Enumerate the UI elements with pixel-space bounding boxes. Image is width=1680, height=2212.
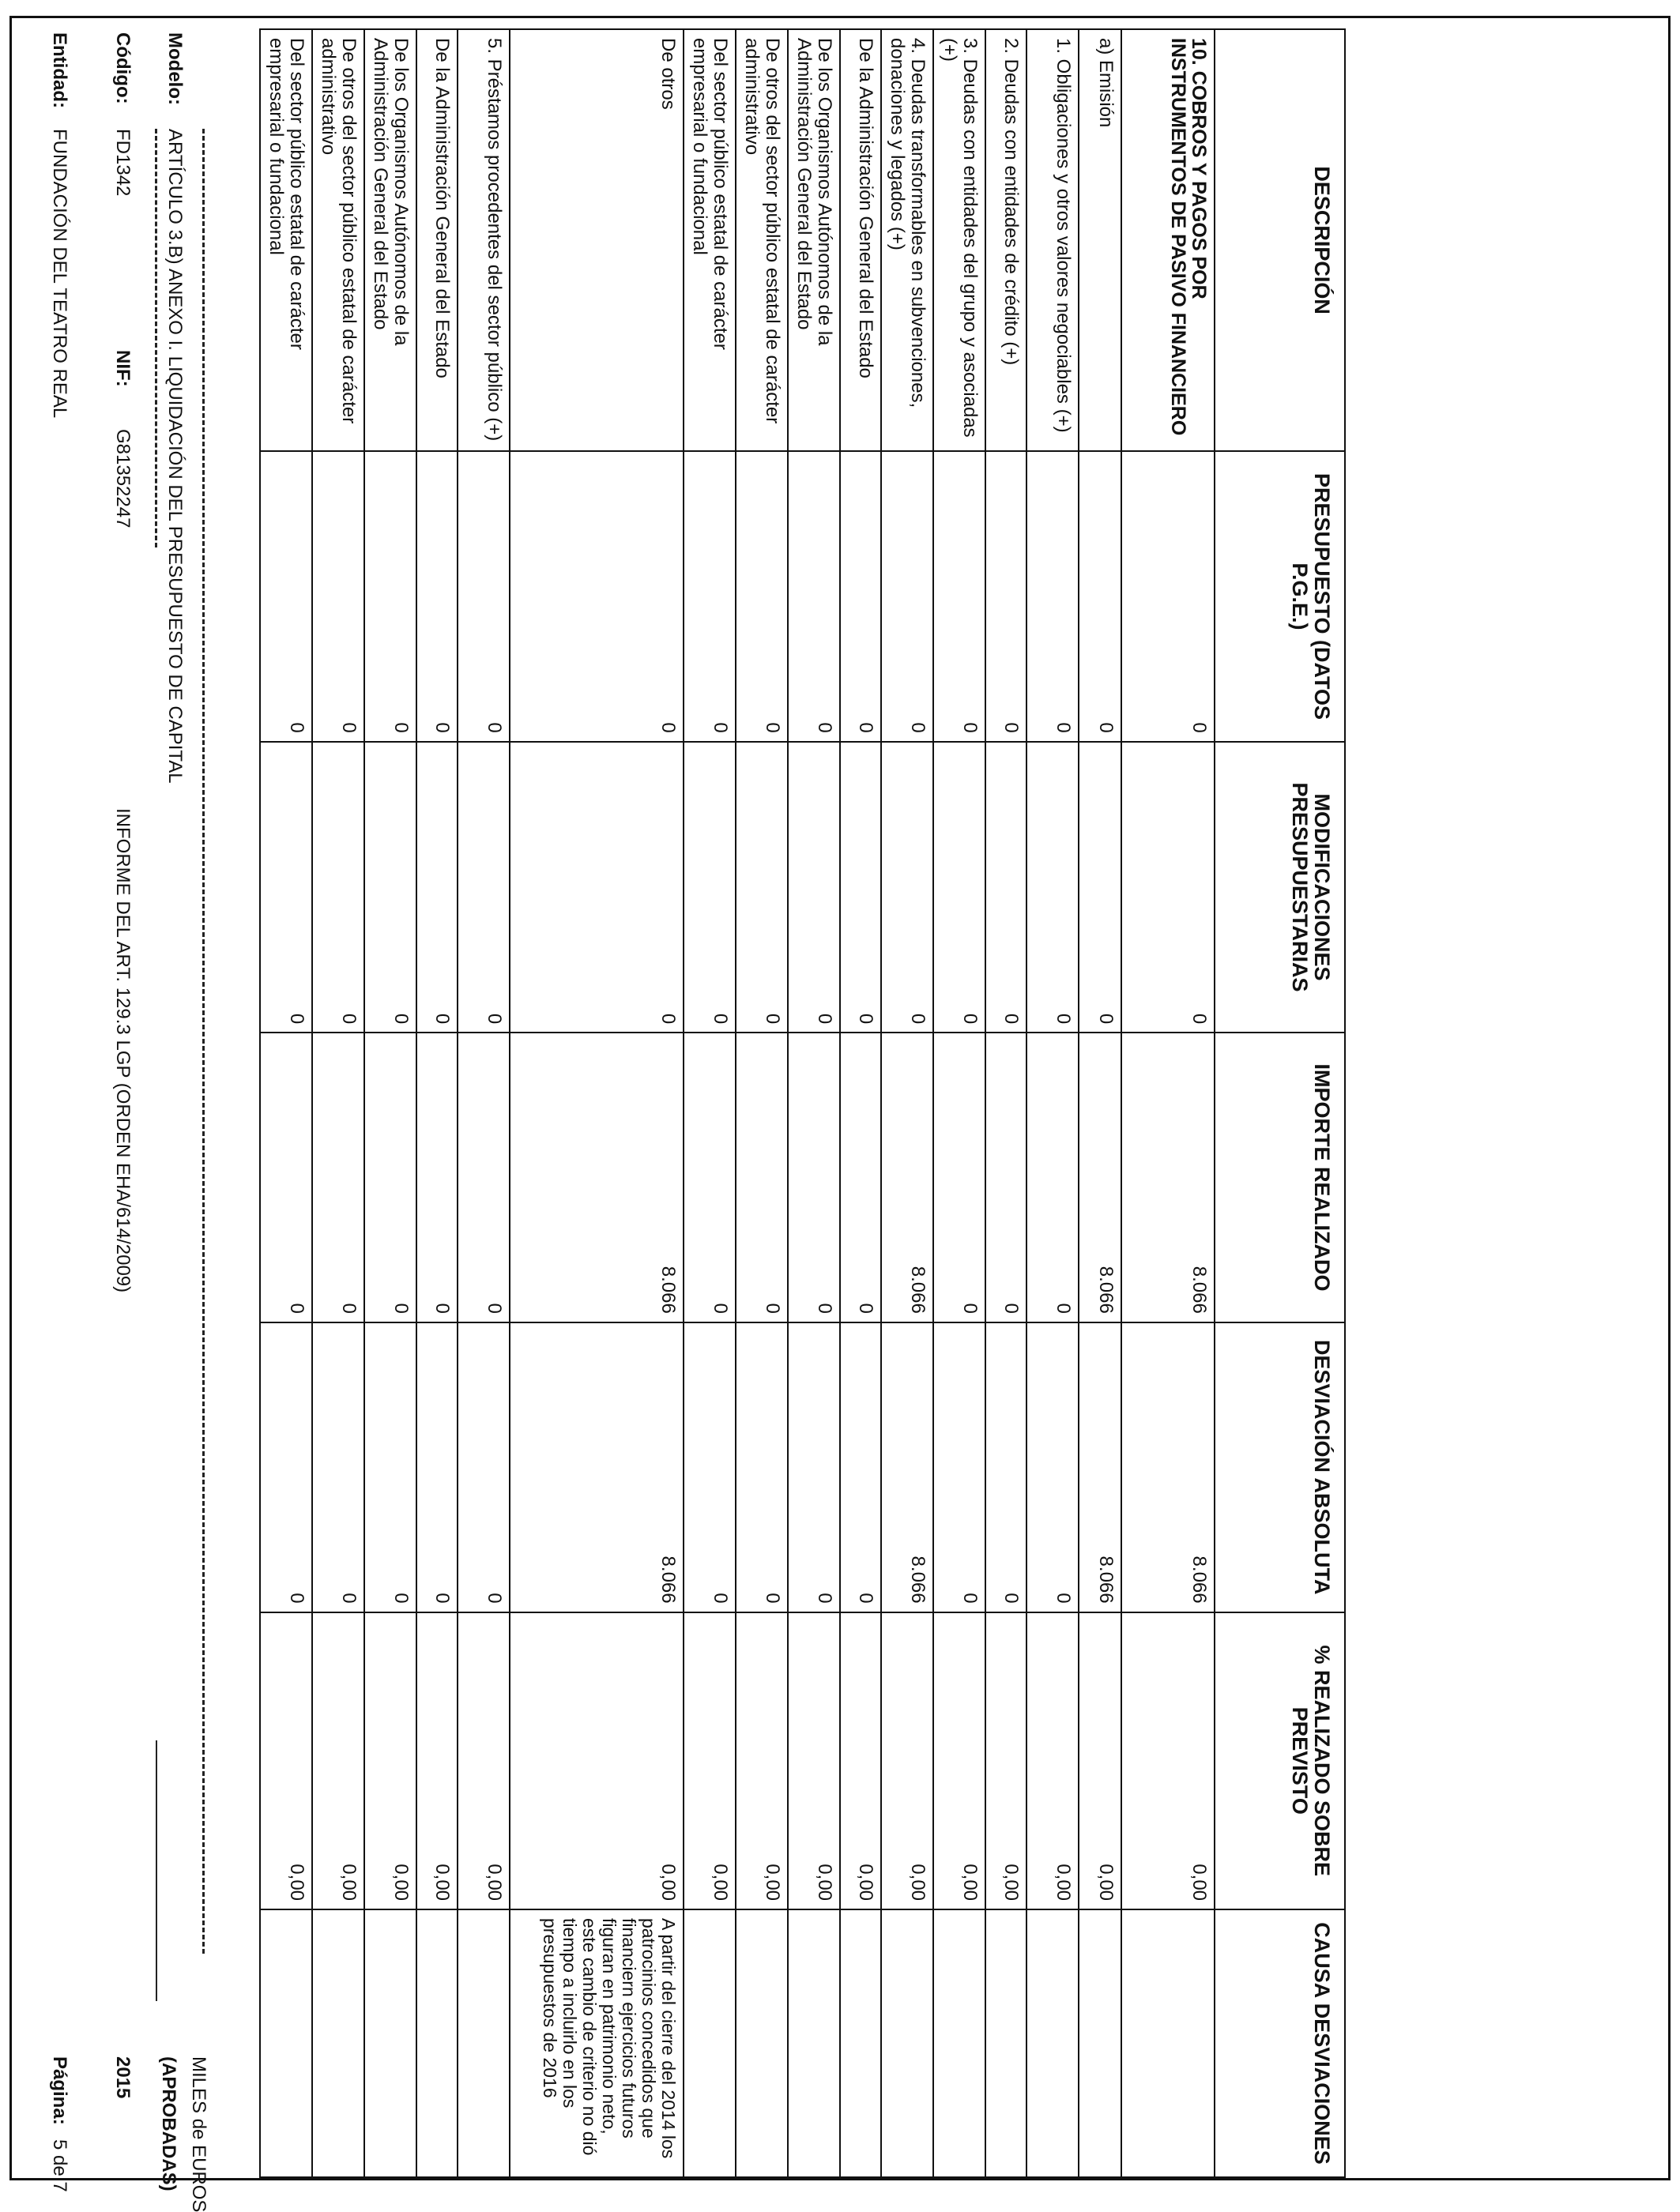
importe-realizado-cell: 8.066 bbox=[881, 1033, 933, 1322]
table-row bbox=[1079, 29, 1121, 2177]
porcentaje-realizado-cell: 0,00 bbox=[1079, 1612, 1121, 1909]
desviacion-absoluta-cell: 0 bbox=[788, 1322, 840, 1612]
table-row bbox=[260, 29, 312, 2177]
porcentaje-realizado-cell: 0,00 bbox=[985, 1612, 1026, 1909]
liquidacion-table bbox=[259, 28, 1346, 2178]
descripcion-cell: 5. Préstamos procedentes del sector público (+) bbox=[458, 29, 510, 451]
desviacion-absoluta-cell: 8.066 bbox=[1079, 1322, 1121, 1612]
causa-desviaciones-cell bbox=[364, 1909, 416, 2177]
table-row bbox=[985, 29, 1026, 2177]
causa-desviaciones-cell bbox=[1121, 1909, 1215, 2177]
modificaciones-cell: 0 bbox=[312, 742, 364, 1033]
table-row bbox=[416, 29, 458, 2177]
desviacion-absoluta-cell: 0 bbox=[458, 1322, 510, 1612]
desviacion-absoluta-cell: 8.066 bbox=[1121, 1322, 1215, 1612]
causa-desviaciones-cell bbox=[788, 1909, 840, 2177]
descripcion-cell: 2. Deudas con entidades de crédito (+) bbox=[985, 29, 1026, 451]
porcentaje-realizado-cell: 0,00 bbox=[840, 1612, 881, 1909]
causa-desviaciones-cell bbox=[736, 1909, 788, 2177]
desviacion-absoluta-cell: 0 bbox=[416, 1322, 458, 1612]
porcentaje-realizado-cell: 0,00 bbox=[312, 1612, 364, 1909]
porcentaje-realizado-cell: 0,00 bbox=[788, 1612, 840, 1909]
table-row bbox=[684, 29, 736, 2177]
modificaciones-cell: 0 bbox=[684, 742, 736, 1033]
importe-realizado-cell: 0 bbox=[933, 1033, 985, 1322]
importe-realizado-cell: 8.066 bbox=[510, 1033, 684, 1322]
porcentaje-realizado-cell: 0,00 bbox=[458, 1612, 510, 1909]
desviacion-absoluta-cell: 0 bbox=[364, 1322, 416, 1612]
modificaciones-cell: 0 bbox=[788, 742, 840, 1033]
col-desviacion-absoluta-header: DESVIACIÓN ABSOLUTA bbox=[1215, 1322, 1345, 1612]
importe-realizado-cell: 8.066 bbox=[1121, 1033, 1215, 1322]
descripcion-cell: 10. COBROS Y PAGOS POR INSTRUMENTOS DE PASIVO FINANCIERO bbox=[1121, 29, 1215, 451]
descripcion-cell: Del sector público estatal de carácter empresarial o fundacional bbox=[260, 29, 312, 451]
modificaciones-cell: 0 bbox=[933, 742, 985, 1033]
codigo-value: FD1342 bbox=[112, 129, 134, 197]
presupuesto-cell: 0 bbox=[364, 451, 416, 741]
pagina-value: 5 de 7 bbox=[49, 2139, 70, 2192]
descripcion-cell: 1. Obligaciones y otros valores negociables (+) bbox=[1026, 29, 1079, 451]
importe-realizado-cell: 0 bbox=[260, 1033, 312, 1322]
presupuesto-cell: 0 bbox=[933, 451, 985, 741]
table-row bbox=[881, 29, 933, 2177]
desviacion-absoluta-cell: 0 bbox=[985, 1322, 1026, 1612]
modificaciones-cell: 0 bbox=[1079, 742, 1121, 1033]
nif-label: NIF: bbox=[112, 350, 134, 387]
descripcion-cell: De la Administración General del Estado bbox=[416, 29, 458, 451]
porcentaje-realizado-cell: 0,00 bbox=[881, 1612, 933, 1909]
porcentaje-realizado-cell: 0,00 bbox=[416, 1612, 458, 1909]
causa-desviaciones-cell bbox=[933, 1909, 985, 2177]
porcentaje-realizado-cell: 0,00 bbox=[510, 1612, 684, 1909]
causa-desviaciones-cell bbox=[881, 1909, 933, 2177]
table-row bbox=[1026, 29, 1079, 2177]
causa-desviaciones-cell bbox=[458, 1909, 510, 2177]
desviacion-absoluta-cell: 0 bbox=[736, 1322, 788, 1612]
presupuesto-cell: 0 bbox=[788, 451, 840, 741]
causa-desviaciones-cell bbox=[1026, 1909, 1079, 2177]
desviacion-absoluta-cell: 0 bbox=[840, 1322, 881, 1612]
aprobadas-label: (APROBADAS) bbox=[158, 2056, 179, 2191]
dash-rule-modelo bbox=[202, 129, 205, 1954]
solid-rule bbox=[156, 1740, 157, 2001]
causa-desviaciones-cell bbox=[416, 1909, 458, 2177]
descripcion-cell: De otros bbox=[510, 29, 684, 451]
year: 2015 bbox=[112, 2056, 134, 2099]
col-importe-realizado-header: IMPORTE REALIZADO bbox=[1215, 1033, 1345, 1322]
causa-desviaciones-cell bbox=[840, 1909, 881, 2177]
table-header-row bbox=[1215, 29, 1345, 2177]
porcentaje-realizado-cell: 0,00 bbox=[684, 1612, 736, 1909]
presupuesto-cell: 0 bbox=[260, 451, 312, 741]
modificaciones-cell: 0 bbox=[1026, 742, 1079, 1033]
col-descripcion-header: DESCRIPCIÓN bbox=[1215, 29, 1345, 451]
descripcion-cell: a) Emisión bbox=[1079, 29, 1121, 451]
modelo-label: Modelo: bbox=[164, 32, 186, 105]
porcentaje-realizado-cell: 0,00 bbox=[260, 1612, 312, 1909]
presupuesto-cell: 0 bbox=[985, 451, 1026, 741]
presupuesto-cell: 0 bbox=[684, 451, 736, 741]
importe-realizado-cell: 0 bbox=[684, 1033, 736, 1322]
pagina-label: Página: bbox=[49, 2056, 70, 2125]
porcentaje-realizado-cell: 0,00 bbox=[1121, 1612, 1215, 1909]
importe-realizado-cell: 0 bbox=[840, 1033, 881, 1322]
table-row bbox=[510, 29, 684, 2177]
importe-realizado-cell: 0 bbox=[312, 1033, 364, 1322]
importe-realizado-cell: 0 bbox=[458, 1033, 510, 1322]
desviacion-absoluta-cell: 0 bbox=[312, 1322, 364, 1612]
col-modificaciones-header: MODIFICACIONES PRESUPUESTARIAS bbox=[1215, 742, 1345, 1033]
modificaciones-cell: 0 bbox=[985, 742, 1026, 1033]
modificaciones-cell: 0 bbox=[1121, 742, 1215, 1033]
causa-desviaciones-cell bbox=[985, 1909, 1026, 2177]
importe-realizado-cell: 0 bbox=[985, 1033, 1026, 1322]
causa-desviaciones-cell bbox=[312, 1909, 364, 2177]
descripcion-cell: De los Organismos Autónomos de la Administración General del Estado bbox=[788, 29, 840, 451]
desviacion-absoluta-cell: 8.066 bbox=[881, 1322, 933, 1612]
descripcion-cell: 3. Deudas con entidades del grupo y asociadas (+) bbox=[933, 29, 985, 451]
table-row bbox=[840, 29, 881, 2177]
porcentaje-realizado-cell: 0,00 bbox=[1026, 1612, 1079, 1909]
descripcion-cell: 4. Deudas transformables en subvenciones, donaciones y legados (+) bbox=[881, 29, 933, 451]
modificaciones-cell: 0 bbox=[840, 742, 881, 1033]
col-presupuesto-header: PRESUPUESTO (DATOS P.G.E.) bbox=[1215, 451, 1345, 741]
table-row bbox=[933, 29, 985, 2177]
importe-realizado-cell: 0 bbox=[364, 1033, 416, 1322]
presupuesto-cell: 0 bbox=[736, 451, 788, 741]
presupuesto-cell: 0 bbox=[1079, 451, 1121, 741]
page-frame bbox=[9, 16, 1671, 2212]
modificaciones-cell: 0 bbox=[416, 742, 458, 1033]
descripcion-cell: De otros del sector público estatal de carácter administrativo bbox=[312, 29, 364, 451]
porcentaje-realizado-cell: 0,00 bbox=[736, 1612, 788, 1909]
presupuesto-cell: 0 bbox=[840, 451, 881, 741]
descripcion-cell: De los Organismos Autónomos de la Administración General del Estado bbox=[364, 29, 416, 451]
descripcion-cell: De la Administración General del Estado bbox=[840, 29, 881, 451]
importe-realizado-cell: 8.066 bbox=[1079, 1033, 1121, 1322]
unidad-label: MILES de EUROS bbox=[188, 2056, 209, 2212]
desviacion-absoluta-cell: 0 bbox=[260, 1322, 312, 1612]
importe-realizado-cell: 0 bbox=[1026, 1033, 1079, 1322]
table-row bbox=[364, 29, 416, 2177]
importe-realizado-cell: 0 bbox=[416, 1033, 458, 1322]
presupuesto-cell: 0 bbox=[1121, 451, 1215, 741]
descripcion-cell: Del sector público estatal de carácter empresarial o fundacional bbox=[684, 29, 736, 451]
importe-realizado-cell: 0 bbox=[736, 1033, 788, 1322]
dash-rule bbox=[155, 129, 157, 547]
col-causa-desviaciones-header: CAUSA DESVIACIONES bbox=[1215, 1909, 1345, 2177]
presupuesto-cell: 0 bbox=[510, 451, 684, 741]
causa-desviaciones-cell: A partir del cierre del 2014 los patrocinios concedidos que financiern ejercicios futuros figuran en patrimonio neto, este cambio de criterio no dió tiempo a incluirlo en los presupuestos de 2016 bbox=[510, 1909, 684, 2177]
presupuesto-cell: 0 bbox=[458, 451, 510, 741]
modelo-value: ARTÍCULO 3.B) ANEXO I. LIQUIDACIÓN DEL PRESUPUESTO DE CAPITAL bbox=[164, 129, 186, 784]
presupuesto-cell: 0 bbox=[416, 451, 458, 741]
entidad-label: Entidad: bbox=[49, 32, 70, 108]
desviacion-absoluta-cell: 0 bbox=[684, 1322, 736, 1612]
informe-title: INFORME DEL ART. 129.3 LGP (ORDEN EHA/614/2009) bbox=[112, 808, 134, 1293]
descripcion-cell: De otros del sector público estatal de carácter administrativo bbox=[736, 29, 788, 451]
porcentaje-realizado-cell: 0,00 bbox=[933, 1612, 985, 1909]
modificaciones-cell: 0 bbox=[458, 742, 510, 1033]
porcentaje-realizado-cell: 0,00 bbox=[364, 1612, 416, 1909]
table-row bbox=[312, 29, 364, 2177]
desviacion-absoluta-cell: 0 bbox=[933, 1322, 985, 1612]
presupuesto-cell: 0 bbox=[881, 451, 933, 741]
table-row bbox=[458, 29, 510, 2177]
entidad-value: FUNDACIÓN DEL TEATRO REAL bbox=[49, 129, 70, 419]
modificaciones-cell: 0 bbox=[510, 742, 684, 1033]
col-porcentaje-realizado-header: % REALIZADO SOBRE PREVISTO bbox=[1215, 1612, 1345, 1909]
table-row bbox=[736, 29, 788, 2177]
causa-desviaciones-cell bbox=[684, 1909, 736, 2177]
importe-realizado-cell: 0 bbox=[788, 1033, 840, 1322]
modificaciones-cell: 0 bbox=[260, 742, 312, 1033]
desviacion-absoluta-cell: 0 bbox=[1026, 1322, 1079, 1612]
desviacion-absoluta-cell: 8.066 bbox=[510, 1322, 684, 1612]
causa-desviaciones-cell bbox=[1079, 1909, 1121, 2177]
modificaciones-cell: 0 bbox=[881, 742, 933, 1033]
modificaciones-cell: 0 bbox=[736, 742, 788, 1033]
table-row bbox=[1121, 29, 1215, 2177]
nif-value: G81352247 bbox=[112, 429, 134, 529]
modificaciones-cell: 0 bbox=[364, 742, 416, 1033]
codigo-label: Código: bbox=[112, 32, 134, 104]
presupuesto-cell: 0 bbox=[312, 451, 364, 741]
table-row bbox=[788, 29, 840, 2177]
causa-desviaciones-cell bbox=[260, 1909, 312, 2177]
presupuesto-cell: 0 bbox=[1026, 451, 1079, 741]
